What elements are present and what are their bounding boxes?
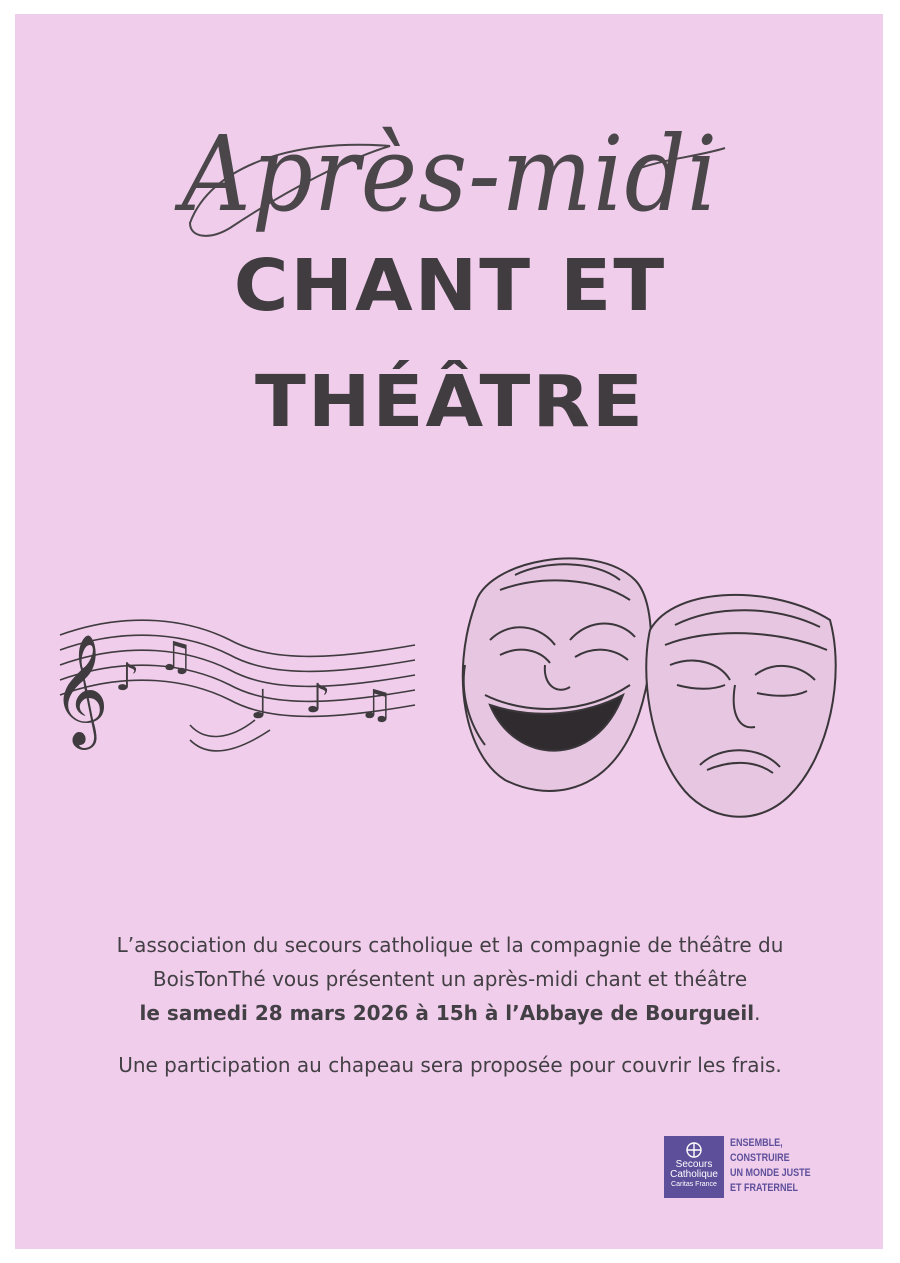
svg-text:♫: ♫ bbox=[358, 682, 394, 728]
script-title: Après-midi bbox=[181, 113, 719, 235]
comedy-mask-icon bbox=[463, 558, 651, 790]
svg-text:𝄞: 𝄞 bbox=[52, 633, 109, 745]
logo-line-3: Caritas France bbox=[671, 1181, 717, 1188]
theatre-masks-icon bbox=[445, 545, 845, 835]
heading-line-1: CHANT ET bbox=[233, 244, 667, 327]
date-line bbox=[0, 996, 900, 1030]
participation-note: Une participation au chapeau sera proposée pour couvrir les frais. bbox=[118, 1053, 782, 1077]
date-line-end: . bbox=[754, 1001, 761, 1025]
logo-tagline bbox=[730, 1136, 811, 1196]
svg-text:♩: ♩ bbox=[250, 682, 269, 728]
svg-text:♫: ♫ bbox=[158, 634, 194, 680]
event-date: le samedi 28 mars 2026 à 15h à l’Abbaye de Bourgueil bbox=[139, 1001, 755, 1025]
svg-text:♪: ♪ bbox=[115, 655, 140, 699]
secours-catholique-logo bbox=[664, 1136, 724, 1198]
heading-line-2: THÉÂTRE bbox=[255, 360, 645, 443]
tagline-line-1: ENSEMBLE, bbox=[730, 1137, 783, 1149]
cross-logo-icon bbox=[685, 1141, 703, 1159]
music-staff-icon bbox=[40, 600, 430, 770]
tragedy-mask-icon bbox=[646, 595, 835, 817]
svg-text:♪: ♪ bbox=[305, 676, 331, 722]
logo-line-2: Catholique bbox=[670, 1169, 718, 1180]
logo-line-1: Secours bbox=[675, 1159, 713, 1170]
tagline-line-2: CONSTRUIRE bbox=[730, 1152, 790, 1164]
tagline-line-4: ET FRATERNEL bbox=[730, 1182, 798, 1194]
intro-line-2: BoisTonThé vous présentent un après-midi chant et théâtre bbox=[152, 967, 748, 991]
intro-line-1: L’association du secours catholique et la compagnie de théâtre du bbox=[116, 933, 784, 957]
event-description bbox=[0, 928, 900, 1082]
tagline-line-3: UN MONDE JUSTE bbox=[730, 1167, 811, 1179]
